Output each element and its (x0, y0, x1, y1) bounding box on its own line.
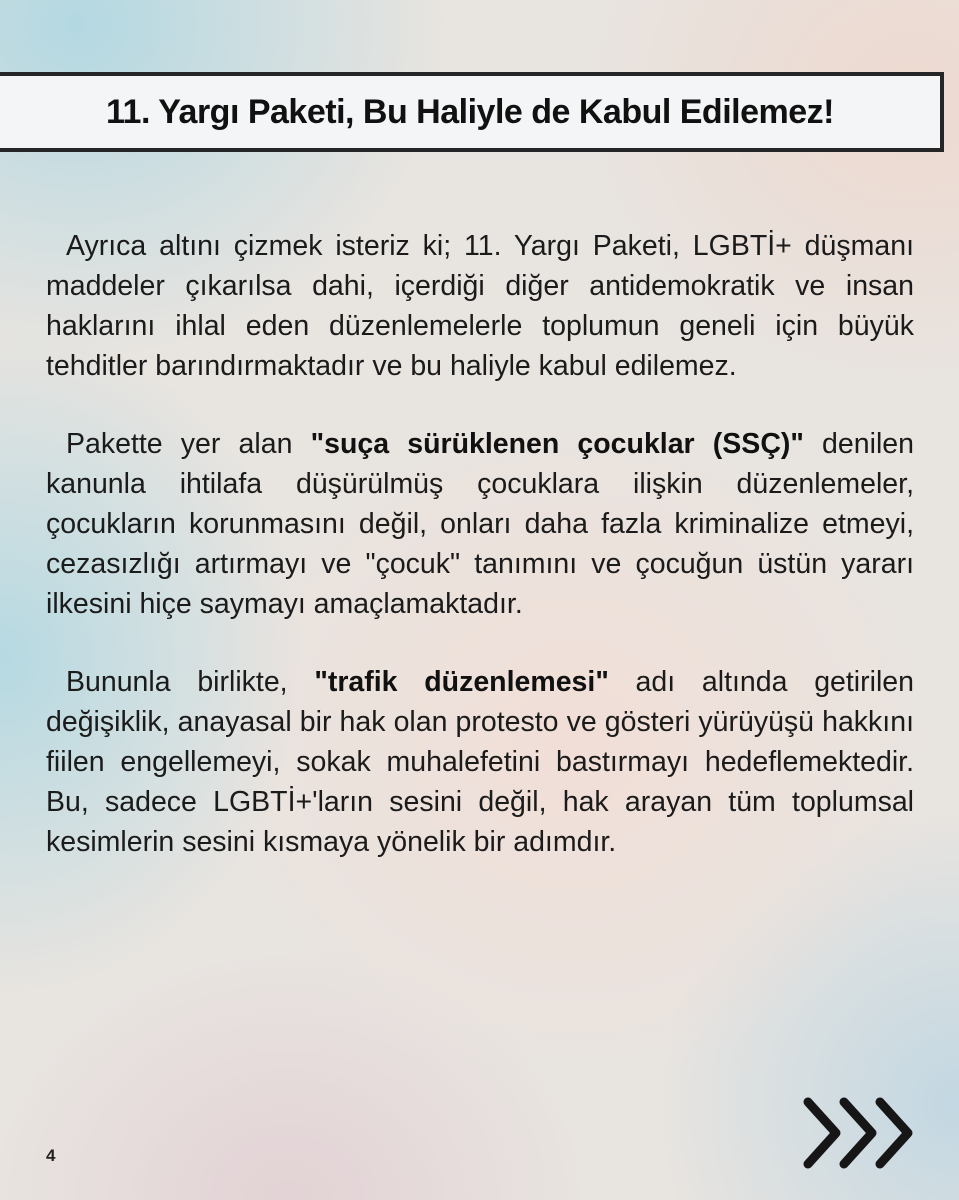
title-bar (0, 72, 944, 152)
paragraph-3 (46, 662, 914, 862)
triple-chevron-right-icon (800, 1094, 920, 1172)
article-body (46, 226, 914, 900)
paragraph-1-text: Ayrıca altını çizmek isteriz ki; 11. Yargı Paketi, LGBTİ+ düşmanı maddeler çıkarılsa dahi, içerdiği diğer antidemokratik ve insan haklarını ihlal eden düzenlemelerle toplumun geneli için büyük tehditler barındırmaktadır ve bu haliyle kabul edilemez. (46, 230, 914, 382)
paragraph-3-text-start: Bununla birlikte, (66, 666, 315, 698)
paragraph-2 (46, 424, 914, 624)
next-page-button[interactable] (800, 1094, 920, 1172)
paragraph-2-text-start: Pakette yer alan (66, 428, 311, 460)
paragraph-2-text-end: denilen kanunla ihtilafa düşürülmüş çocuklara ilişkin düzenlemeler, çocukların korunmasını değil, onları daha fazla kriminalize etmeyi, cezasızlığı artırmayı ve "çocuk" tanımını ve çocuğun üstün yararı ilkesini hiçe saymayı amaçlamaktadır. (46, 428, 914, 620)
page-title: 11. Yargı Paketi, Bu Haliyle de Kabul Edilemez! (106, 92, 834, 131)
paragraph-1 (46, 226, 914, 386)
paragraph-3-highlight: "trafik düzenlemesi" (314, 666, 609, 698)
paragraph-2-highlight: "suça sürüklenen çocuklar (SSÇ)" (310, 428, 804, 460)
page-number: 4 (46, 1146, 56, 1165)
paragraph-3-text-end: adı altında getirilen değişiklik, anayasal bir hak olan protesto ve gösteri yürüyüşü hakkını fiilen engellemeyi, sokak muhalefetini bastırmayı hedeflemektedir. Bu, sadece LGBTİ+'ların sesini değil, hak arayan tüm toplumsal kesimlerin sesini kısmaya yönelik bir adımdır. (46, 666, 914, 858)
